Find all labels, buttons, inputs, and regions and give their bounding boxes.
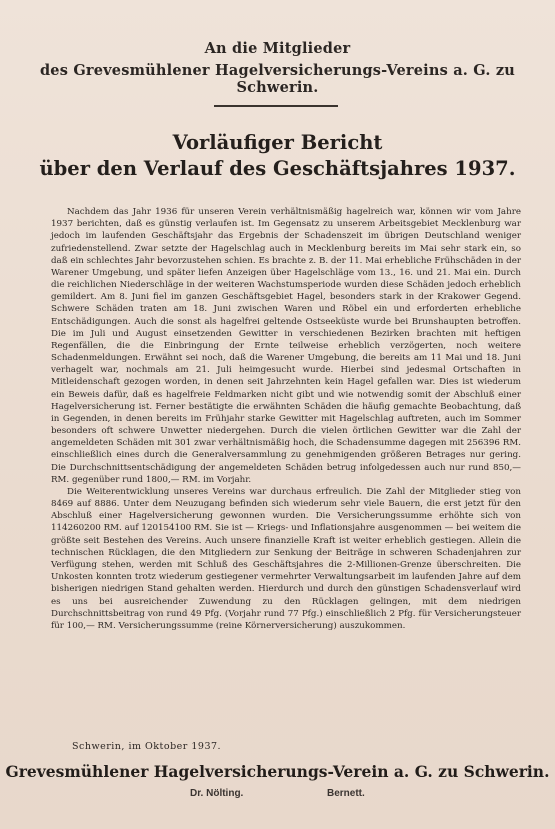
association-name: Grevesmühlener Hagelversicherungs-Verein a. G. zu Schwerin. [5,762,550,781]
signatory-2: Bernett. [327,788,365,799]
report-title-line-1: Vorläufiger Bericht [172,131,383,154]
report-body [51,206,521,632]
report-title-line-2: über den Verlauf des Geschäftsjahres 1937. [39,157,516,180]
body-paragraph-2: Die Weiterentwicklung unseres Vereins war durchaus erfreulich. Die Zahl der Mitglieder stieg von 8469 auf 8886. Unter dem Neuzugang befinden sich wiederum sehr viele Bauern, die erst jetzt für den Abschluß einer Hagelversicherung gewonnen wurden. Die Versicherungssumme erhöhte sich von 114260200 RM. auf 120154100 RM. Sie ist — Kriegs- und Inflationsjahre ausgenommen — bei weitem die größte seit Bestehen des Vereins. Auch unsere finanzielle Kraft ist weiter erheblich gestiegen. Allein die technischen Rücklagen, die den Mitgliedern zur Senkung der Beiträge in schweren Schadenjahren zur Verfügung stehen, werden mit Schluß des Geschäftsjahres die 2-Millionen-Grenze überschreiten. Die Unkosten konnten trotz wiederum gestiegener vermehrter Verwaltungsarbeit im laufenden Jahre auf dem bisherigen niedrigen Stand gehalten werden. Hierdurch und durch den günstigen Schadensverlauf wird es uns bei ausreichender Zuwendung zu den Rücklagen gelingen, mit dem niedrigen Durchschnittsbeitrag von rund 49 Pfg. (Vorjahr rund 77 Pfg.) einschließlich 2 Pfg. für Versicherungsteuer für 100,— RM. Versicherungssumme (reine Körnerversicherung) auszukommen. [51,486,521,631]
addressee-line-1: An die Mitglieder [204,40,351,57]
divider-rule [214,105,338,107]
dateline: Schwerin, im Oktober 1937. [72,741,222,752]
body-paragraph-1: Nachdem das Jahr 1936 für unseren Verein verhältnismäßig hagelreich war, können wir vom Jahre 1937 berichten, daß es günstig verlaufen ist. Im Gegensatz zu unserem Arbeitsgebiet Mecklenburg war jedoch im laufenden Geschäftsjahr das Ergebnis der Schadenszeit im übrigen Deutschland weniger zufriedenstellend. Zwar setzte der Hagelschlag auch in Mecklenburg bereits im Mai sehr stark ein, so daß ein schlechtes Jahr bevorzustehen schien. Es brachte z. B. der 11. Mai erhebliche Frühschäden in der Warener Umgebung, und später liefen Anzeigen über Hagelschläge vom 13., 16. und 21. Mai ein. Durch die reichlichen Niederschläge in der weiteren Wachstumsperiode wurden diese Schäden jedoch erheblich gemildert. Am 8. Juni fiel im ganzen Geschäftsgebiet Hagel, besonders stark in der Krakower Gegend. Schwere Schäden traten am 18. Juni zwischen Waren und Röbel ein und erforderten erhebliche Entschädigungen. Auch die sonst als hagelfrei geltende Ostseeküste wurde bei Brunshaupten betroffen. Die im Juli und August einsetzenden Gewitter in verschiedenen Bezirken brachten mit heftigen Regenfällen, die die Einbringung der Ernte teilweise erheblich verzögerten, noch weitere Schadenmeldungen. Erwähnt sei noch, daß die Warener Umgebung, die bereits am 11 Mai und 18. Juni verhagelt war, nochmals am 21. Juli heimgesucht wurde. Hierbei sind jedesmal Ortschaften in Mitleidenschaft gezogen worden, in denen seit Jahrzehnten kein Hagel gefallen war. Dies ist wiederum ein Beweis dafür, daß es hagelfreie Feldmarken nicht gibt und wie notwendig somit der Abschluß einer Hagelversicherung ist. Ferner bestätigte die erwähnten Schäden die häufig gemachte Beobachtung, daß in Gegenden, in denen bereits im Frühjahr starke Gewitter mit Hagelschlag auftreten, auch im Sommer besonders oft schwere Unwetter niedergehen. Durch die vielen örtlichen Gewitter war die Zahl der angemeldeten Schäden mit 301 zwar verhältnismäßig hoch, die Schadensumme dagegen mit 256396 RM. einschließlich eines durch die Generalversammlung zu genehmigenden größeren Betrages nur gering. Die Durchschnittsentschädigung der angemeldeten Schäden betrug infolgedessen auch nur rund 850,— RM. gegenüber rund 1800,— RM. im Vorjahr. [51,207,521,485]
addressee-line-2: des Grevesmühlener Hagelversicherungs-Vereins a. G. zu Schwerin. [39,62,516,96]
signatory-1: Dr. Nölting. [190,788,244,799]
